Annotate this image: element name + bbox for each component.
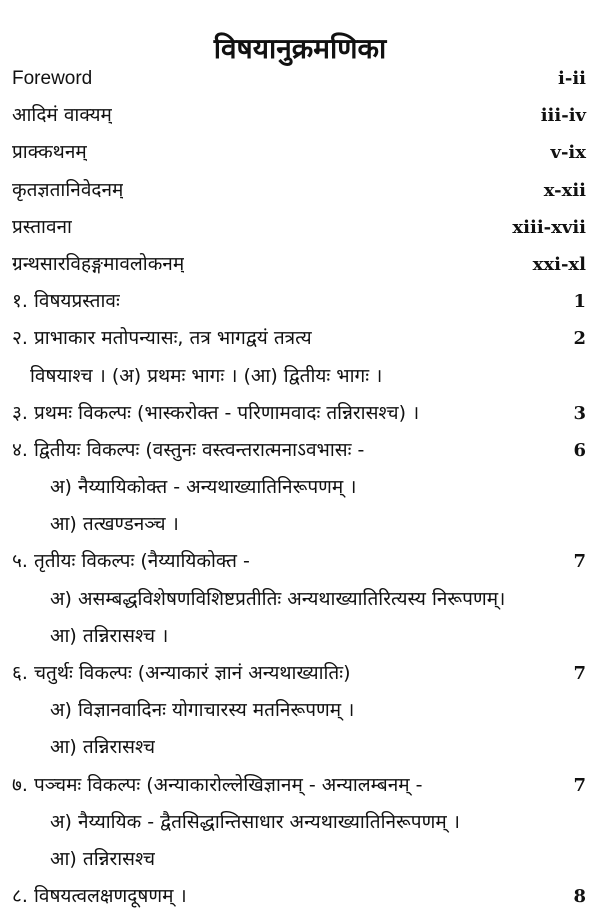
- toc-entry-title: आ) तन्निरासश्च ।: [50, 624, 169, 647]
- toc-entry-title: अ) असम्बद्धविशेषणविशिष्टप्रतीतिः अन्यथाख्यातिरित्यस्य निरूपणम्।: [50, 587, 506, 610]
- page-title: विषयानुक्रमणिका: [213, 31, 387, 65]
- toc-entry-title: ६. चतुर्थः विकल्पः (अन्याकारं ज्ञानं अन्यथाख्यातिः): [12, 662, 351, 684]
- toc-entry-title: विषयाश्च । (अ) प्रथमः भागः । (आ) द्वितीयः भागः ।: [30, 364, 383, 387]
- toc-entry: [12, 97, 586, 134]
- toc-entry-page-number: 6: [573, 439, 586, 461]
- toc-entry: [12, 729, 586, 766]
- toc-entry-title: ८. विषयत्वलक्षणदूषणम् ।: [12, 885, 187, 908]
- toc-entry: [12, 543, 586, 580]
- toc-entry-title: अ) नैय्यायिक - द्वैतसिद्धान्तिसाधार अन्यथाख्यातिनिरूपणम् ।: [50, 810, 460, 833]
- toc-entry-page-number: 1: [573, 291, 586, 313]
- toc-entry: [12, 432, 586, 469]
- toc-entry-page-number: iii-iv: [540, 105, 586, 127]
- toc-entry-title: २. प्राभाकार मतोपन्यासः, तत्र भागद्वयं तत्रत्य: [12, 327, 312, 350]
- toc-entry: [12, 395, 586, 432]
- toc-entry-title: कृतज्ञतानिवेदनम्: [12, 178, 124, 201]
- toc-entry-title: ४. द्वितीयः विकल्पः (वस्तुनः वस्त्वन्तरात्मनाऽवभासः -: [12, 438, 365, 461]
- toc-entry-title: प्रस्तावना: [12, 215, 72, 238]
- toc-entry: [12, 692, 586, 729]
- toc-entry-title: आ) तत्खण्डनञ्च ।: [50, 513, 179, 536]
- toc-entry-title: ७. पञ्चमः विकल्पः (अन्याकारोल्लेखिज्ञानम् - अन्यालम्बनम् -: [12, 773, 423, 796]
- toc-entry-title: ग्रन्थसारविहङ्गमावलोकनम्: [12, 252, 185, 275]
- toc-list: [12, 60, 586, 915]
- toc-entry-page-number: v-ix: [550, 142, 586, 164]
- toc-entry-title: आ) तन्निरासश्च: [50, 736, 156, 759]
- toc-entry-page-number: 7: [573, 551, 586, 573]
- toc-entry: [12, 804, 586, 841]
- toc-entry-title: ३. प्रथमः विकल्पः (भास्करोक्त - परिणामवादः तन्निरासश्च) ।: [12, 401, 420, 424]
- toc-entry: [12, 172, 586, 209]
- toc-entry: [12, 358, 586, 395]
- toc-entry-page-number: xiii-xvii: [512, 216, 586, 238]
- toc-entry-page-number: 7: [573, 774, 586, 796]
- toc-entry-title: प्राक्कथनम्: [12, 141, 87, 164]
- toc-entry: [12, 134, 586, 171]
- toc-entry: [12, 320, 586, 357]
- toc-entry: [12, 506, 586, 543]
- toc-entry-title: अ) नैय्यायिकोक्त - अन्यथाख्यातिनिरूपणम् ।: [50, 476, 357, 499]
- toc-entry-page-number: 2: [573, 328, 586, 350]
- toc-entry: [12, 246, 586, 283]
- toc-entry: [12, 655, 586, 692]
- toc-entry: [12, 841, 586, 878]
- toc-entry: [12, 469, 586, 506]
- toc-entry-title: ५. तृतीयः विकल्पः (नैय्यायिकोक्त -: [12, 550, 250, 573]
- toc-entry-page-number: x-xii: [543, 179, 586, 201]
- toc-entry-title: अ) विज्ञानवादिनः योगाचारस्य मतनिरूपणम् ।: [50, 699, 355, 722]
- toc-entry: [12, 283, 586, 320]
- toc-entry-page-number: 8: [573, 886, 586, 908]
- toc-entry: [12, 767, 586, 804]
- toc-entry-page-number: i-ii: [558, 68, 586, 89]
- toc-entry-title: आदिमं वाक्यम्: [12, 104, 112, 127]
- toc-entry-page-number: 7: [573, 663, 586, 684]
- toc-entry: [12, 60, 586, 97]
- toc-entry: [12, 581, 586, 618]
- toc-entry-page-number: 3: [573, 402, 586, 424]
- toc-entry-title: १. विषयप्रस्तावः: [12, 290, 120, 313]
- toc-entry-title: आ) तन्निरासश्च: [50, 847, 156, 870]
- toc-entry: [12, 878, 586, 915]
- toc-entry-page-number: xxi-xl: [532, 253, 586, 275]
- toc-entry: [12, 209, 586, 246]
- toc-entry: [12, 618, 586, 655]
- toc-entry-title: Foreword: [12, 68, 93, 89]
